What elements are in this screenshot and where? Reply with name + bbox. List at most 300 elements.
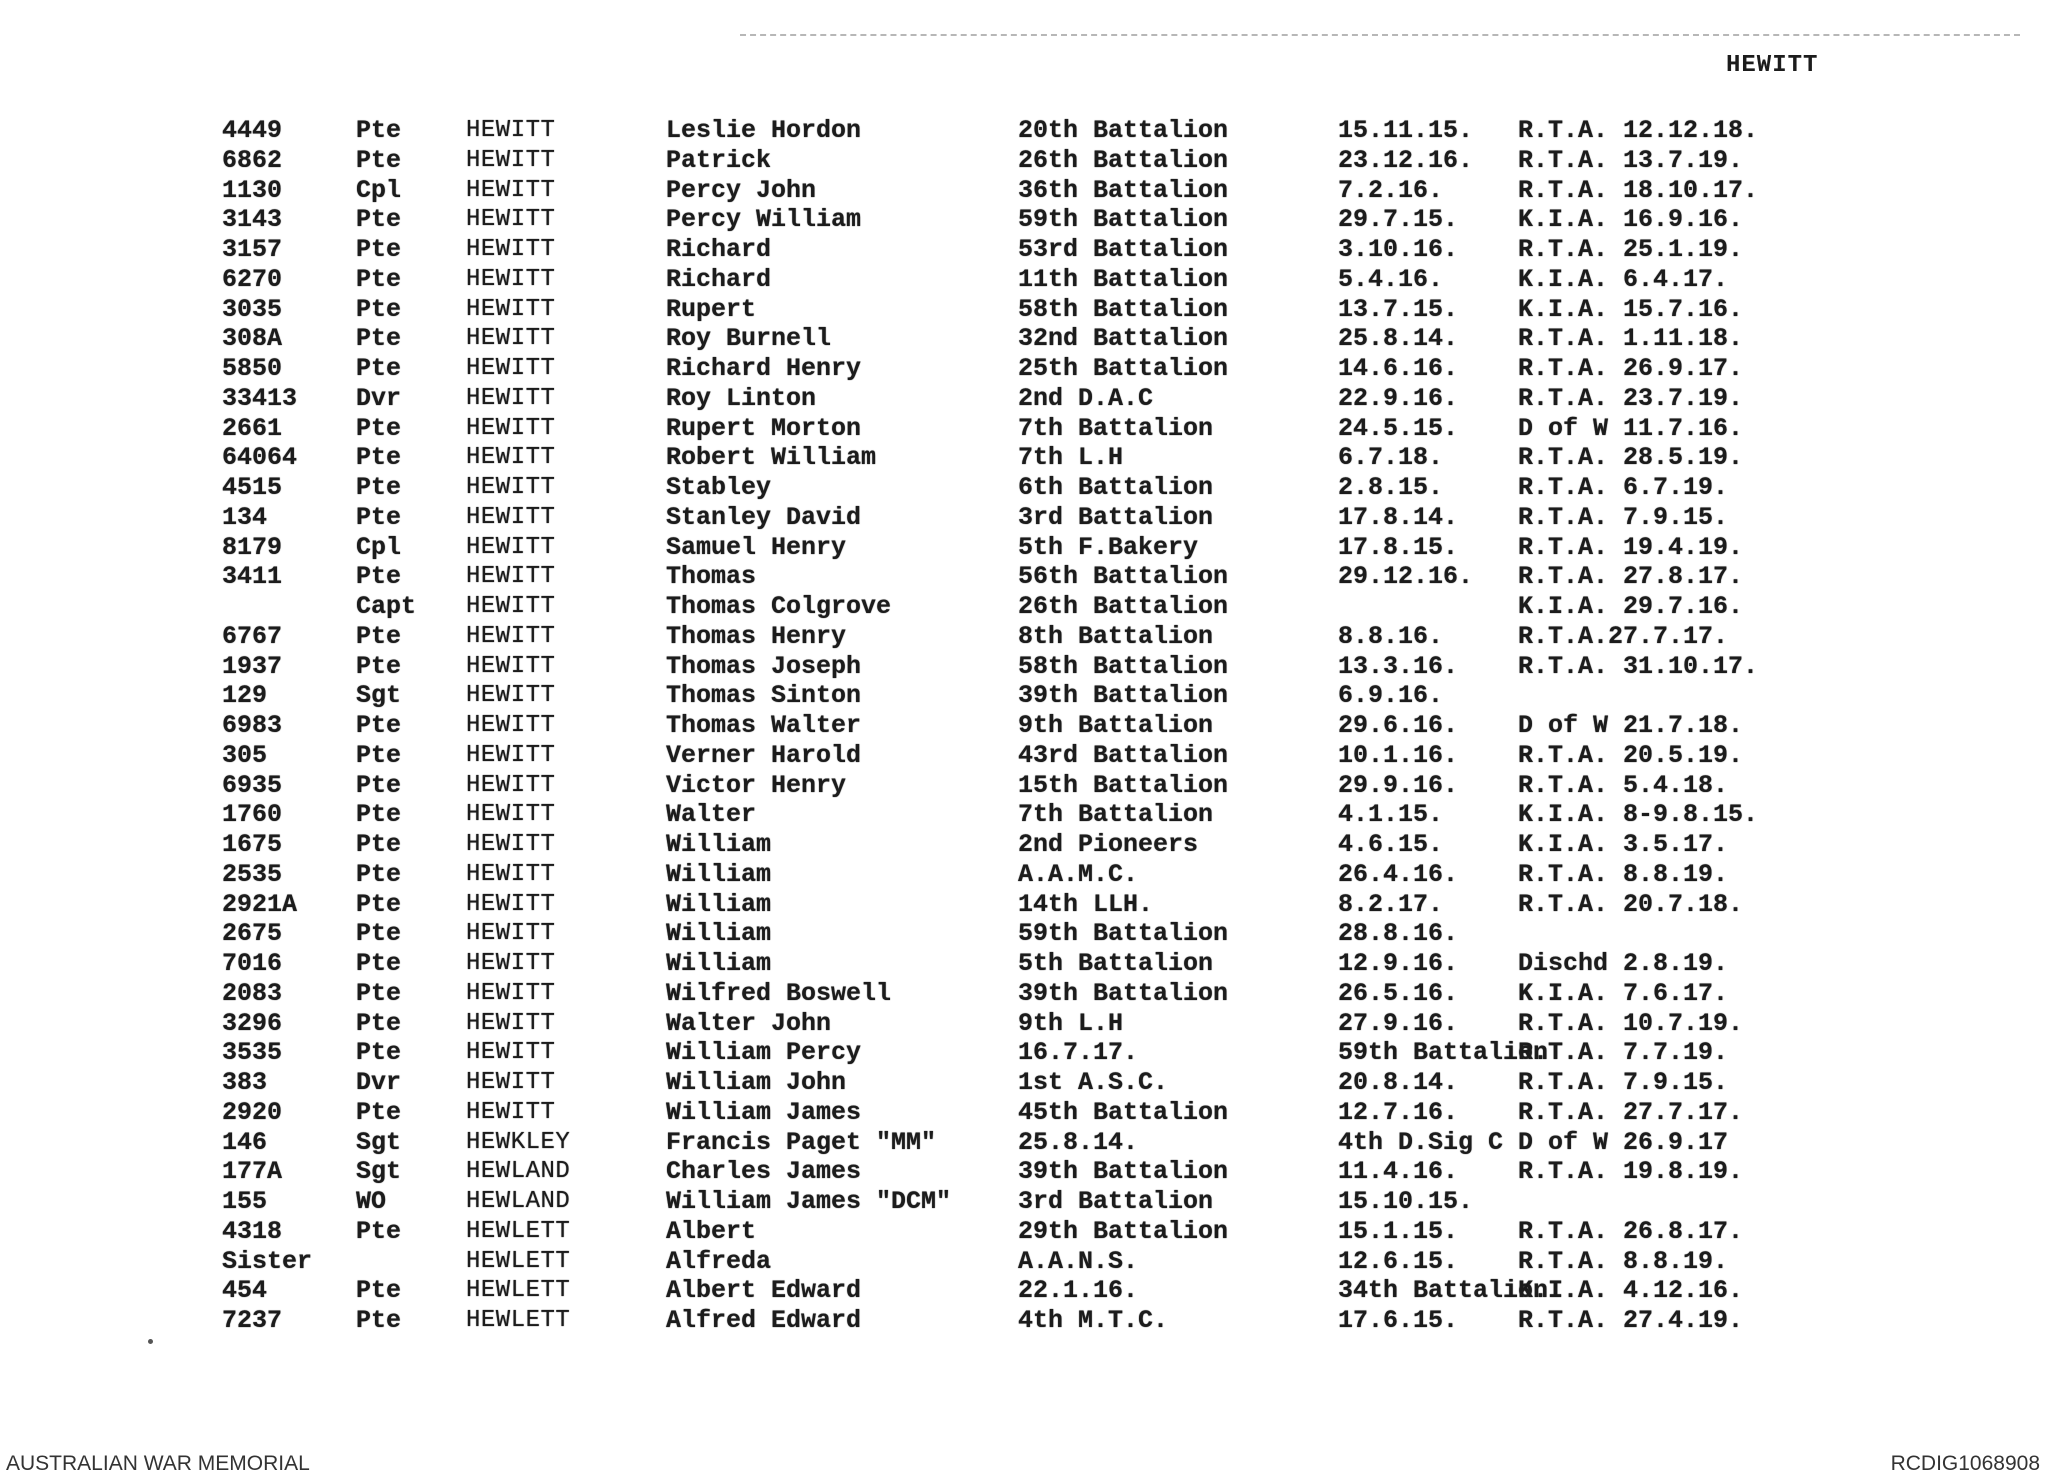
rank-cell: Pte — [356, 1306, 402, 1335]
service-number-cell: 308A — [222, 324, 283, 354]
service-number-cell: 1675 — [222, 830, 283, 859]
service-number-cell: 6983 — [222, 711, 283, 740]
table-row — [0, 503, 2048, 533]
fate-cell: R.T.A. 25.1.19. — [1518, 235, 1744, 264]
service-number-cell: 7237 — [222, 1306, 283, 1335]
surname-cell: HEWITT — [466, 712, 556, 739]
table-row — [0, 1009, 2048, 1039]
unit-cell: A.A.N.S. — [1018, 1246, 1139, 1276]
unit-cell: 39th Battalion — [1018, 1157, 1229, 1187]
enlistment-date-cell: 28.8.16. — [1338, 919, 1459, 949]
unit-cell: 15th Battalion — [1018, 770, 1229, 800]
unit-cell: 56th Battalion — [1018, 562, 1229, 592]
surname-cell: HEWITT — [466, 890, 556, 918]
service-number-cell: 5850 — [222, 354, 283, 383]
service-number-cell: 3143 — [222, 205, 283, 235]
given-names-cell: William — [666, 859, 772, 889]
table-row — [0, 1217, 2048, 1247]
table-row — [0, 890, 2048, 920]
unit-cell: 14th LLH. — [1018, 889, 1154, 919]
table-row — [0, 1038, 2048, 1068]
rank-cell: Pte — [356, 1276, 402, 1306]
enlistment-date-cell: 8.8.16. — [1338, 621, 1444, 651]
rank-cell: Pte — [356, 651, 402, 681]
enlistment-date-cell: 29.7.15. — [1338, 205, 1459, 235]
given-names-cell: Alfreda — [666, 1246, 772, 1276]
given-names-cell: William James "DCM" — [666, 1187, 952, 1216]
fate-cell: D of W 21.7.18. — [1518, 711, 1744, 740]
table-row — [0, 205, 2048, 235]
rank-cell: Pte — [356, 800, 402, 830]
rank-cell: Cpl — [356, 175, 402, 205]
fate-cell: R.T.A. 6.7.19. — [1518, 473, 1729, 502]
given-names-cell: Richard — [666, 264, 772, 294]
enlistment-date-cell: 5.4.16. — [1338, 264, 1444, 294]
given-names-cell: William — [666, 889, 772, 919]
table-row — [0, 176, 2048, 206]
table-row — [0, 830, 2048, 860]
fate-cell: K.I.A. 6.4.17. — [1518, 264, 1729, 294]
given-names-cell: William — [666, 919, 772, 949]
unit-cell: 7th Battalion — [1018, 413, 1214, 443]
unit-cell: 26th Battalion — [1018, 592, 1229, 621]
surname-cell: HEWITT — [466, 741, 556, 769]
enlistment-date-cell: 13.7.15. — [1338, 294, 1459, 324]
unit-cell: 9th Battalion — [1018, 711, 1214, 740]
rank-cell: Pte — [356, 919, 402, 949]
given-names-cell: Thomas Colgrove — [666, 592, 892, 621]
fate-cell: R.T.A. 19.8.19. — [1518, 1157, 1744, 1187]
unit-cell: 45th Battalion — [1018, 1097, 1229, 1127]
surname-cell: HEWITT — [466, 1098, 556, 1126]
fate-cell: K.I.A. 15.7.16. — [1518, 294, 1744, 324]
rank-cell: Pte — [356, 978, 402, 1008]
table-row — [0, 116, 2048, 146]
unit-cell: 36th Battalion — [1018, 175, 1229, 205]
fate-cell: R.T.A. 7.9.15. — [1518, 502, 1729, 532]
surname-cell: HEWITT — [466, 1069, 556, 1096]
rank-cell: Pte — [356, 413, 402, 443]
fate-cell: Dischd 2.8.19. — [1518, 949, 1729, 978]
rank-cell: Pte — [356, 859, 402, 889]
rank-cell: Pte — [356, 1216, 402, 1246]
surname-cell: HEWITT — [466, 444, 556, 472]
unit-cell: 53rd Battalion — [1018, 235, 1229, 264]
fate-cell: K.I.A. 16.9.16. — [1518, 205, 1744, 235]
given-names-cell: Thomas Henry — [666, 621, 847, 651]
surname-cell: HEWKLEY — [466, 1128, 571, 1156]
fate-cell: R.T.A. 8.8.19. — [1518, 1246, 1729, 1276]
table-row — [0, 562, 2048, 592]
rank-cell: Pte — [356, 740, 402, 770]
surname-cell: HEWITT — [466, 503, 556, 531]
rank-cell: Pte — [356, 264, 402, 294]
surname-cell: HEWITT — [466, 414, 556, 442]
service-number-cell: 4515 — [222, 473, 283, 502]
surname-cell: HEWITT — [466, 236, 556, 263]
surname-cell: HEWITT — [466, 801, 556, 829]
surname-cell: HEWITT — [466, 622, 556, 650]
surname-cell: HEWITT — [466, 563, 556, 591]
enlistment-date-cell: 15.11.15. — [1338, 116, 1474, 145]
table-row — [0, 473, 2048, 503]
table-row — [0, 860, 2048, 890]
surname-cell: HEWITT — [466, 593, 556, 620]
given-names-cell: William — [666, 830, 772, 859]
table-row — [0, 979, 2048, 1009]
enlistment-date-cell: 12.9.16. — [1338, 949, 1459, 978]
given-names-cell: Thomas Sinton — [666, 681, 862, 711]
given-names-cell: Percy William — [666, 205, 862, 235]
enlistment-date-cell: 17.6.15. — [1338, 1306, 1459, 1335]
rank-cell: Pte — [356, 145, 402, 175]
surname-cell: HEWITT — [466, 682, 556, 710]
given-names-cell: Victor Henry — [666, 770, 847, 800]
given-names-cell: Samuel Henry — [666, 532, 847, 562]
given-names-cell: Thomas Walter — [666, 711, 862, 740]
unit-cell: 25th Battalion — [1018, 354, 1229, 383]
service-number-cell: 6270 — [222, 264, 283, 294]
rank-cell: Sgt — [356, 1157, 402, 1187]
table-row — [0, 295, 2048, 325]
rank-cell: Pte — [356, 830, 402, 859]
rank-cell: Sgt — [356, 681, 402, 711]
surname-cell: HEWLETT — [466, 1307, 571, 1334]
given-names-cell: Albert — [666, 1216, 757, 1246]
service-number-cell: 3296 — [222, 1008, 283, 1038]
service-number-cell: 2083 — [222, 978, 283, 1008]
unit-cell: 7th Battalion — [1018, 800, 1214, 830]
fate-cell: K.I.A. 3.5.17. — [1518, 830, 1729, 859]
table-row — [0, 1187, 2048, 1217]
enlistment-date-cell: 3.10.16. — [1338, 235, 1459, 264]
given-names-cell: Rupert Morton — [666, 413, 862, 443]
rank-cell: Pte — [356, 562, 402, 592]
enlistment-date-cell: 8.2.17. — [1338, 889, 1444, 919]
given-names-cell: Roy Linton — [666, 383, 817, 413]
rank-cell: Pte — [356, 324, 402, 354]
fate-cell: R.T.A. 5.4.18. — [1518, 770, 1729, 800]
enlistment-date-cell: 14.6.16. — [1338, 354, 1459, 383]
fate-cell: R.T.A. 13.7.19. — [1518, 145, 1744, 175]
surname-cell: HEWLAND — [466, 1158, 571, 1186]
unit-cell: 3rd Battalion — [1018, 1187, 1214, 1216]
given-names-cell: William Percy — [666, 1038, 862, 1068]
given-names-cell: Patrick — [666, 145, 772, 175]
rank-cell: WO — [356, 1187, 387, 1216]
enlistment-date-cell: 11.4.16. — [1338, 1157, 1459, 1187]
fate-cell: R.T.A. 12.12.18. — [1518, 116, 1759, 145]
service-number-cell: 4318 — [222, 1216, 283, 1246]
fate-cell: K.I.A. 8-9.8.15. — [1518, 800, 1759, 830]
table-row — [0, 1098, 2048, 1128]
enlistment-date-cell: 4.1.15. — [1338, 800, 1444, 830]
rank-cell: Pte — [356, 502, 402, 532]
table-row — [0, 592, 2048, 622]
surname-cell: HEWITT — [466, 1039, 556, 1067]
enlistment-date-cell: 26.4.16. — [1338, 859, 1459, 889]
service-number-cell: 64064 — [222, 443, 298, 473]
given-names-cell: Francis Paget "MM" — [666, 1127, 937, 1157]
rank-cell: Pte — [356, 1097, 402, 1127]
service-number-cell: 4449 — [222, 116, 283, 145]
fate-cell: R.T.A. 1.11.18. — [1518, 324, 1744, 354]
fate-cell: R.T.A. 27.7.17. — [1518, 1097, 1744, 1127]
surname-cell: HEWITT — [466, 1009, 556, 1037]
service-number-cell: 3411 — [222, 562, 283, 592]
table-row — [0, 800, 2048, 830]
given-names-cell: Albert Edward — [666, 1276, 862, 1306]
rank-cell: Pte — [356, 621, 402, 651]
fate-cell: R.T.A. 27.8.17. — [1518, 562, 1744, 592]
given-names-cell: William John — [666, 1068, 847, 1097]
unit-cell: 4th M.T.C. — [1018, 1306, 1169, 1335]
table-row — [0, 146, 2048, 176]
enlistment-date-cell: 34th Battalion — [1338, 1276, 1549, 1306]
given-names-cell: Stanley David — [666, 502, 862, 532]
service-number-cell: 6862 — [222, 145, 283, 175]
service-number-cell: 6767 — [222, 621, 283, 651]
enlistment-date-cell: 59th Battalion — [1338, 1038, 1549, 1068]
rank-cell: Sgt — [356, 1127, 402, 1157]
surname-cell: HEWITT — [466, 384, 556, 412]
surname-cell: HEWITT — [466, 652, 556, 680]
rank-cell: Pte — [356, 770, 402, 800]
service-number-cell: 177A — [222, 1157, 283, 1187]
table-row — [0, 414, 2048, 444]
enlistment-date-cell: 20.8.14. — [1338, 1068, 1459, 1097]
unit-cell: 2nd Pioneers — [1018, 830, 1199, 859]
given-names-cell: Thomas Joseph — [666, 651, 862, 681]
fate-cell: R.T.A.27.7.17. — [1518, 621, 1729, 651]
rank-cell: Pte — [356, 354, 402, 383]
service-number-cell: 305 — [222, 740, 268, 770]
given-names-cell: William — [666, 949, 772, 978]
service-number-cell: 6935 — [222, 770, 283, 800]
unit-cell: 11th Battalion — [1018, 264, 1229, 294]
fate-cell: R.T.A. 20.7.18. — [1518, 889, 1744, 919]
surname-cell: HEWITT — [466, 860, 556, 888]
fate-cell: R.T.A. 7.9.15. — [1518, 1068, 1729, 1097]
given-names-cell: Roy Burnell — [666, 324, 832, 354]
surname-cell: HEWITT — [466, 950, 556, 977]
unit-cell: 1st A.S.C. — [1018, 1068, 1169, 1097]
unit-cell: 43rd Battalion — [1018, 740, 1229, 770]
table-row — [0, 681, 2048, 711]
enlistment-date-cell: 4.6.15. — [1338, 830, 1444, 859]
surname-cell: HEWITT — [466, 920, 556, 948]
service-number-cell: 454 — [222, 1276, 268, 1306]
unit-cell: 58th Battalion — [1018, 651, 1229, 681]
table-row — [0, 771, 2048, 801]
rank-cell: Pte — [356, 205, 402, 235]
enlistment-date-cell: 17.8.15. — [1338, 532, 1459, 562]
surname-cell: HEWITT — [466, 117, 556, 144]
unit-cell: 32nd Battalion — [1018, 324, 1229, 354]
surname-cell: HEWITT — [466, 176, 556, 204]
fate-cell: K.I.A. 4.12.16. — [1518, 1276, 1744, 1306]
service-number-cell: 1937 — [222, 651, 283, 681]
enlistment-date-cell: 6.7.18. — [1338, 443, 1444, 473]
unit-cell: 22.1.16. — [1018, 1276, 1139, 1306]
surname-cell: HEWLAND — [466, 1188, 571, 1215]
service-number-cell: 8179 — [222, 532, 283, 562]
unit-cell: 6th Battalion — [1018, 473, 1214, 502]
service-number-cell: 129 — [222, 681, 268, 711]
unit-cell: 39th Battalion — [1018, 978, 1229, 1008]
enlistment-date-cell: 29.9.16. — [1338, 770, 1459, 800]
rank-cell: Cpl — [356, 532, 402, 562]
enlistment-date-cell: 12.7.16. — [1338, 1097, 1459, 1127]
unit-cell: 16.7.17. — [1018, 1038, 1139, 1068]
fate-cell: R.T.A. 20.5.19. — [1518, 740, 1744, 770]
table-row — [0, 1128, 2048, 1158]
service-number-cell: 2675 — [222, 919, 283, 949]
given-names-cell: Leslie Hordon — [666, 116, 862, 145]
enlistment-date-cell: 10.1.16. — [1338, 740, 1459, 770]
service-number-cell: 2920 — [222, 1097, 283, 1127]
given-names-cell: Percy John — [666, 175, 817, 205]
unit-cell: 29th Battalion — [1018, 1216, 1229, 1246]
given-names-cell: Stabley — [666, 473, 772, 502]
service-number-cell: 155 — [222, 1187, 268, 1216]
fate-cell: R.T.A. 27.4.19. — [1518, 1306, 1744, 1335]
unit-cell: 2nd D.A.C — [1018, 383, 1154, 413]
fate-cell: K.I.A. 29.7.16. — [1518, 592, 1744, 621]
unit-cell: A.A.M.C. — [1018, 859, 1139, 889]
rank-cell: Pte — [356, 473, 402, 502]
unit-cell: 5th F.Bakery — [1018, 532, 1199, 562]
table-row — [0, 919, 2048, 949]
enlistment-date-cell: 13.3.16. — [1338, 651, 1459, 681]
enlistment-date-cell: 7.2.16. — [1338, 175, 1444, 205]
given-names-cell: Thomas — [666, 562, 757, 592]
unit-cell: 25.8.14. — [1018, 1127, 1139, 1157]
rank-cell: Pte — [356, 116, 402, 145]
enlistment-date-cell: 27.9.16. — [1338, 1008, 1459, 1038]
given-names-cell: Charles James — [666, 1157, 862, 1187]
unit-cell: 5th Battalion — [1018, 949, 1214, 978]
unit-cell: 8th Battalion — [1018, 621, 1214, 651]
unit-cell: 59th Battalion — [1018, 919, 1229, 949]
fate-cell: D of W 26.9.17 — [1518, 1127, 1729, 1157]
table-row — [0, 354, 2048, 384]
enlistment-date-cell: 29.6.16. — [1338, 711, 1459, 740]
service-number-cell: 7016 — [222, 949, 283, 978]
surname-cell: HEWITT — [466, 146, 556, 174]
surname-cell: HEWITT — [466, 206, 556, 234]
service-number-cell: 33413 — [222, 383, 298, 413]
table-row — [0, 265, 2048, 295]
surname-cell: HEWITT — [466, 325, 556, 353]
enlistment-date-cell: 6.9.16. — [1338, 681, 1444, 711]
rank-cell: Pte — [356, 1038, 402, 1068]
fate-cell: R.T.A. 26.9.17. — [1518, 354, 1744, 383]
given-names-cell: Walter — [666, 800, 757, 830]
service-number-cell: 2921A — [222, 889, 298, 919]
service-number-cell: 146 — [222, 1127, 268, 1157]
rank-cell: Dvr — [356, 1068, 402, 1097]
table-row — [0, 949, 2048, 979]
rank-cell: Pte — [356, 711, 402, 740]
rank-cell: Capt — [356, 592, 417, 621]
service-number-cell: Sister — [222, 1246, 313, 1276]
enlistment-date-cell: 4th D.Sig C — [1338, 1127, 1504, 1157]
table-row — [0, 443, 2048, 473]
given-names-cell: Rupert — [666, 294, 757, 324]
fate-cell: R.T.A. 18.10.17. — [1518, 175, 1759, 205]
surname-cell: HEWITT — [466, 533, 556, 561]
given-names-cell: Alfred Edward — [666, 1306, 862, 1335]
fate-cell: D of W 11.7.16. — [1518, 413, 1744, 443]
service-number-cell: 383 — [222, 1068, 268, 1097]
service-number-cell: 3157 — [222, 235, 283, 264]
unit-cell: 26th Battalion — [1018, 145, 1229, 175]
table-row — [0, 533, 2048, 563]
enlistment-date-cell: 12.6.15. — [1338, 1246, 1459, 1276]
table-row — [0, 622, 2048, 652]
surname-cell: HEWITT — [466, 265, 556, 293]
given-names-cell: Wilfred Boswell — [666, 978, 892, 1008]
table-row — [0, 1247, 2048, 1277]
table-row — [0, 235, 2048, 265]
surname-cell: HEWITT — [466, 355, 556, 382]
enlistment-date-cell: 26.5.16. — [1338, 978, 1459, 1008]
given-names-cell: Richard Henry — [666, 354, 862, 383]
rank-cell: Pte — [356, 889, 402, 919]
enlistment-date-cell: 23.12.16. — [1338, 145, 1474, 175]
given-names-cell: Richard — [666, 235, 772, 264]
unit-cell: 39th Battalion — [1018, 681, 1229, 711]
fate-cell: R.T.A. 28.5.19. — [1518, 443, 1744, 473]
table-row — [0, 1276, 2048, 1306]
table-row — [0, 1068, 2048, 1098]
paper-speck — [148, 1339, 153, 1344]
fate-cell: R.T.A. 19.4.19. — [1518, 532, 1744, 562]
table-row — [0, 741, 2048, 771]
unit-cell: 9th L.H — [1018, 1008, 1124, 1038]
surname-cell: HEWITT — [466, 979, 556, 1007]
unit-cell: 58th Battalion — [1018, 294, 1229, 324]
enlistment-date-cell: 22.9.16. — [1338, 383, 1459, 413]
enlistment-date-cell: 24.5.15. — [1338, 413, 1459, 443]
fate-cell: R.T.A. 7.7.19. — [1518, 1038, 1729, 1068]
rank-cell: Pte — [356, 294, 402, 324]
fate-cell: R.T.A. 26.8.17. — [1518, 1216, 1744, 1246]
surname-cell: HEWITT — [466, 771, 556, 799]
service-number-cell: 3535 — [222, 1038, 283, 1068]
table-row — [0, 1306, 2048, 1336]
given-names-cell: Walter John — [666, 1008, 832, 1038]
surname-cell: HEWITT — [466, 295, 556, 323]
surname-cell: HEWLETT — [466, 1277, 571, 1305]
table-row — [0, 324, 2048, 354]
unit-cell: 20th Battalion — [1018, 116, 1229, 145]
table-row — [0, 1157, 2048, 1187]
surname-cell: HEWITT — [466, 831, 556, 858]
table-row — [0, 711, 2048, 741]
rank-cell: Pte — [356, 1008, 402, 1038]
footer-institution: AUSTRALIAN WAR MEMORIAL — [6, 1452, 310, 1475]
enlistment-date-cell: 15.10.15. — [1338, 1187, 1474, 1216]
table-row — [0, 384, 2048, 414]
enlistment-date-cell: 15.1.15. — [1338, 1216, 1459, 1246]
fate-cell: R.T.A. 23.7.19. — [1518, 383, 1744, 413]
rank-cell: Pte — [356, 949, 402, 978]
fate-cell: R.T.A. 10.7.19. — [1518, 1008, 1744, 1038]
rank-cell: Pte — [356, 235, 402, 264]
rank-cell: Pte — [356, 443, 402, 473]
